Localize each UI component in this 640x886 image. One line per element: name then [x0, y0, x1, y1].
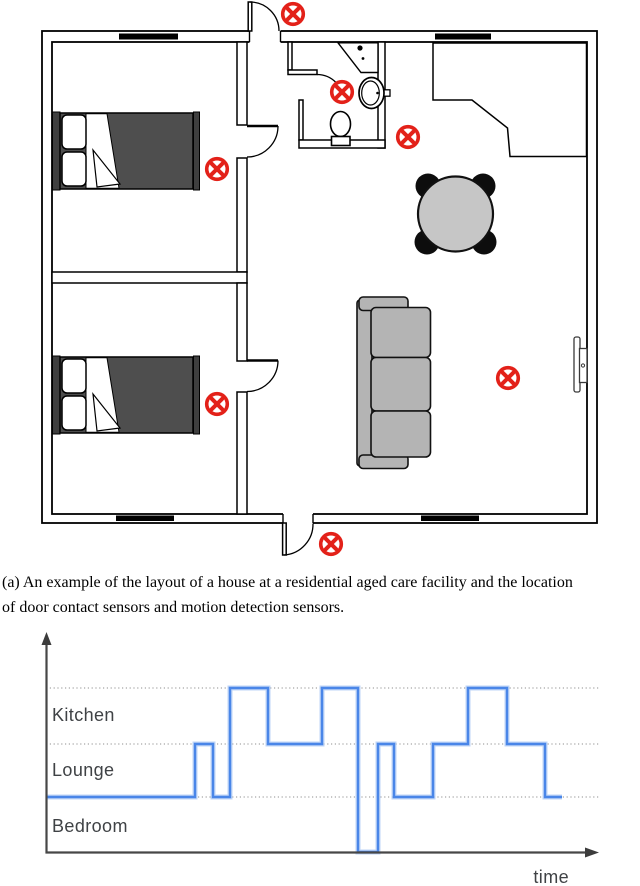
sofa — [357, 297, 431, 469]
sensor-icon — [498, 368, 519, 389]
shower-head — [357, 45, 362, 50]
sofa-cushion — [371, 308, 431, 358]
window-bottom-right — [421, 516, 479, 522]
sensor-icon — [398, 127, 419, 148]
sensor-icon — [207, 394, 228, 415]
dining-table — [415, 174, 497, 255]
tv — [574, 337, 587, 392]
bed-1 — [53, 112, 200, 190]
back-door — [283, 523, 313, 555]
sofa-cushion — [371, 358, 431, 412]
kitchen-counter — [433, 43, 587, 157]
sensor-icon — [332, 82, 353, 103]
front-door — [248, 2, 279, 31]
bedroom1-door — [247, 126, 278, 157]
sofa-cushion — [371, 411, 431, 457]
pillow — [62, 396, 86, 430]
shower-drain — [362, 57, 365, 60]
pillow — [62, 359, 86, 393]
caption-line-1: (a) An example of the layout of a house at a residential aged care facility and the location — [2, 574, 573, 591]
bed-headboard — [53, 356, 61, 434]
x-axis-arrowhead — [585, 848, 599, 858]
activity-chart — [0, 625, 640, 886]
window-top-left — [119, 34, 178, 40]
y-axis-arrowhead — [42, 632, 52, 645]
pillow — [62, 115, 86, 149]
bed-2 — [53, 356, 200, 434]
table-top — [418, 177, 493, 252]
y-label-kitchen: Kitchen — [52, 705, 115, 725]
pillow — [62, 152, 86, 186]
window-top-right — [435, 34, 491, 40]
x-axis-label: time — [533, 867, 569, 886]
sensor-icon — [321, 534, 342, 555]
bed-footboard — [194, 112, 200, 190]
y-label-lounge: Lounge — [52, 760, 115, 780]
sofa-back — [357, 300, 372, 466]
figure-caption — [2, 571, 638, 620]
bedroom2-door — [247, 361, 278, 392]
sensor-icon — [283, 4, 304, 25]
toilet — [331, 112, 351, 146]
sensor-icon — [207, 159, 228, 180]
y-label-bedroom: Bedroom — [52, 816, 128, 836]
window-bottom-left — [116, 516, 174, 522]
bed-headboard — [53, 112, 61, 190]
bed-footboard — [194, 356, 200, 434]
doors — [247, 2, 344, 555]
caption-line-2: of door contact sensors and motion detection sensors. — [2, 598, 345, 616]
